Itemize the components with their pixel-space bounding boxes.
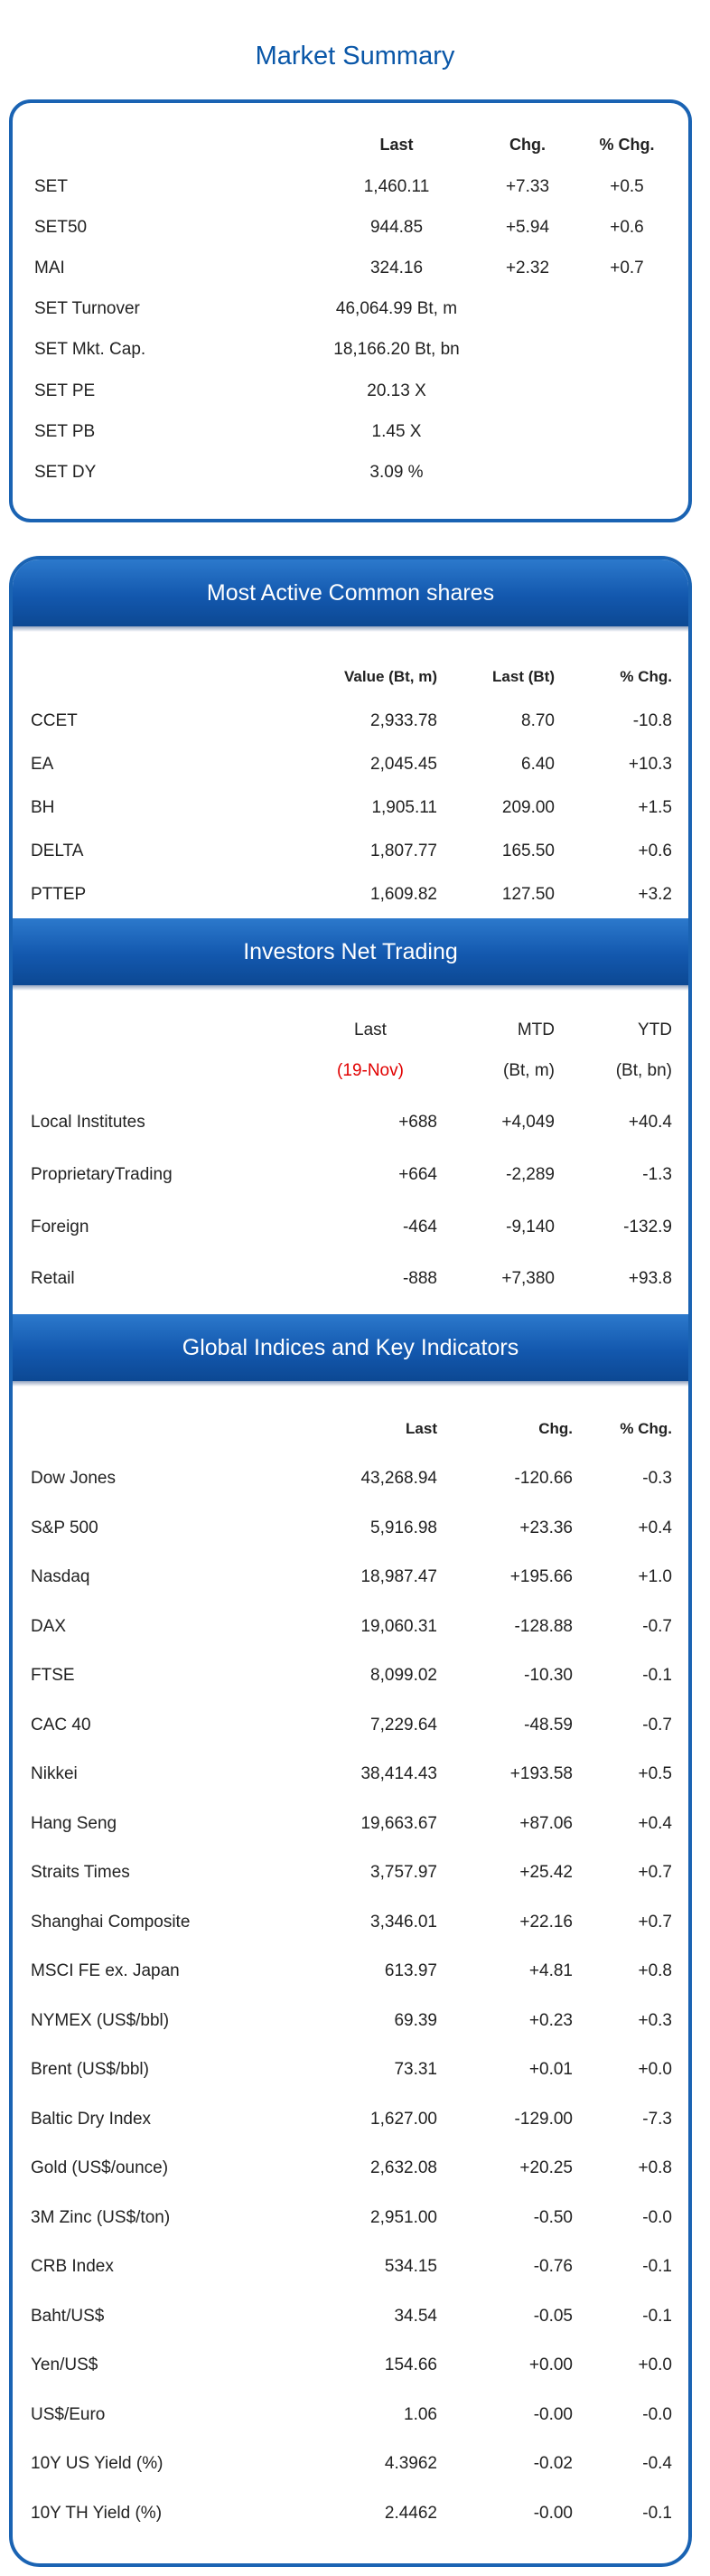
page-title: Market Summary <box>255 42 455 71</box>
indicator-pct: +0.4 <box>638 1813 672 1833</box>
global-header-last: Last <box>406 1420 437 1437</box>
table-row <box>13 1805 688 1841</box>
investor-ytd: +93.8 <box>628 1269 672 1288</box>
summary-name: SET PE <box>34 381 96 400</box>
indicator-pct: -0.1 <box>642 2503 672 2523</box>
indicator-last: 613.97 <box>384 1961 437 1980</box>
summary-chg: +7.33 <box>505 177 550 196</box>
indicator-pct: -0.1 <box>642 2257 672 2276</box>
summary-header-row <box>13 125 688 166</box>
investors-header-last: Last <box>354 1020 387 1039</box>
investors-subheader-row <box>13 1052 688 1088</box>
table-row <box>13 1460 688 1496</box>
banner-shadow <box>13 626 688 632</box>
indicator-name: CRB Index <box>31 2257 114 2276</box>
summary-last: 18,166.20 Bt, bn <box>333 340 460 359</box>
indicator-name: Nikkei <box>31 1764 78 1783</box>
indicator-last: 34.54 <box>394 2306 437 2326</box>
investor-type: Local Institutes <box>31 1113 145 1132</box>
table-row <box>13 2445 688 2481</box>
table-row <box>13 2495 688 2531</box>
indicator-pct: +0.0 <box>638 2060 672 2079</box>
summary-header-last: Last <box>379 136 414 154</box>
summary-header-pct: % Chg. <box>599 136 655 154</box>
investors-header-row <box>13 1011 688 1048</box>
stock-pct: +1.5 <box>638 798 672 817</box>
investor-mtd: -2,289 <box>506 1165 555 1184</box>
indicator-chg: -0.05 <box>533 2306 573 2326</box>
table-row <box>13 1952 688 1988</box>
summary-name: SET50 <box>34 218 88 237</box>
indicator-name: FTSE <box>31 1666 75 1685</box>
table-row <box>13 2396 688 2432</box>
indicator-name: DAX <box>31 1616 67 1636</box>
indicator-chg: -0.00 <box>533 2503 573 2523</box>
indicator-pct: -0.0 <box>642 2207 672 2227</box>
investor-ytd: -1.3 <box>642 1165 672 1184</box>
investors-mtd-unit: (Bt, m) <box>503 1061 555 1080</box>
indicator-name: Nasdaq <box>31 1567 90 1586</box>
stock-pct: +3.2 <box>638 885 672 904</box>
investor-mtd: +4,049 <box>501 1113 555 1132</box>
indicator-pct: -0.1 <box>642 2306 672 2326</box>
table-row <box>13 1854 688 1890</box>
indicator-name: Baltic Dry Index <box>31 2109 152 2129</box>
table-row <box>13 1608 688 1644</box>
summary-name: SET Turnover <box>34 299 140 318</box>
indicator-chg: -0.00 <box>533 2404 573 2424</box>
indicator-last: 1,627.00 <box>370 2109 437 2129</box>
summary-row <box>13 371 688 412</box>
stock-last: 165.50 <box>501 841 555 860</box>
global-banner: Global Indices and Key Indicators <box>13 1314 688 1381</box>
indicator-last: 3,346.01 <box>370 1912 437 1932</box>
stock-name: EA <box>31 755 54 774</box>
indicator-last: 19,663.67 <box>360 1813 437 1833</box>
summary-chg: +5.94 <box>505 218 550 237</box>
stock-last: 127.50 <box>501 885 555 904</box>
investors-header-ytd: YTD <box>638 1020 672 1039</box>
summary-chg: +2.32 <box>505 259 550 277</box>
summary-pct: +0.7 <box>610 259 644 277</box>
table-row <box>13 746 688 782</box>
investors-banner: Investors Net Trading <box>13 918 688 985</box>
most-active-header-pct: % Chg. <box>620 668 672 685</box>
summary-pct: +0.6 <box>610 218 644 237</box>
indicator-name: MSCI FE ex. Japan <box>31 1961 180 1980</box>
most-active-header-value: Value (Bt, m) <box>344 668 437 685</box>
table-row <box>13 1558 688 1594</box>
table-row <box>13 832 688 869</box>
indicator-pct: -0.3 <box>642 1469 672 1488</box>
indicator-pct: -0.7 <box>642 1715 672 1735</box>
indicator-name: 10Y US Yield (%) <box>31 2454 163 2473</box>
table-row <box>13 2149 688 2186</box>
table-row <box>13 1904 688 1940</box>
indicator-name: Dow Jones <box>31 1469 116 1488</box>
indicator-name: CAC 40 <box>31 1715 91 1735</box>
indicator-pct: -0.0 <box>642 2404 672 2424</box>
indicator-name: 3M Zinc (US$/ton) <box>31 2207 171 2227</box>
summary-last: 20.13 X <box>367 381 426 400</box>
stock-last: 209.00 <box>501 798 555 817</box>
indicator-pct: -0.1 <box>642 1666 672 1685</box>
indicator-chg: +4.81 <box>528 1961 573 1980</box>
indicator-pct: +0.5 <box>638 1764 672 1783</box>
summary-last: 46,064.99 Bt, m <box>335 299 458 318</box>
indicator-chg: +87.06 <box>519 1813 573 1833</box>
indicator-last: 8,099.02 <box>370 1666 437 1685</box>
stock-name: PTTEP <box>31 885 87 904</box>
global-header-row <box>13 1411 688 1447</box>
indicator-chg: -128.88 <box>514 1616 573 1636</box>
indicator-chg: +0.23 <box>528 2010 573 2030</box>
indicator-last: 3,757.97 <box>370 1863 437 1882</box>
summary-name: SET DY <box>34 463 97 482</box>
summary-name: SET Mkt. Cap. <box>34 340 146 359</box>
indicator-chg: +0.00 <box>528 2355 573 2374</box>
stock-value: 1,807.77 <box>370 841 437 860</box>
summary-last: 944.85 <box>369 218 424 237</box>
indicator-chg: -0.02 <box>533 2454 573 2473</box>
indicator-last: 69.39 <box>394 2010 437 2030</box>
investor-ytd: +40.4 <box>628 1113 672 1132</box>
investor-ytd: -132.9 <box>623 1217 672 1236</box>
indicator-chg: -120.66 <box>514 1469 573 1488</box>
indicator-chg: +0.01 <box>528 2060 573 2079</box>
market-detail-panel <box>9 556 692 2567</box>
stock-last: 8.70 <box>521 711 555 730</box>
investor-last: -888 <box>402 1269 437 1288</box>
global-header-pct: % Chg. <box>620 1420 672 1437</box>
indicator-name: Baht/US$ <box>31 2306 105 2326</box>
indicator-last: 5,916.98 <box>370 1518 437 1537</box>
investors-header-mtd: MTD <box>517 1020 555 1039</box>
table-row <box>13 2002 688 2038</box>
indicator-last: 534.15 <box>384 2257 437 2276</box>
indicator-chg: +20.25 <box>519 2158 573 2177</box>
table-row <box>13 789 688 825</box>
indicator-name: US$/Euro <box>31 2404 106 2424</box>
indicator-pct: -7.3 <box>642 2109 672 2129</box>
investor-last: +688 <box>398 1113 437 1132</box>
indicator-pct: +0.8 <box>638 2158 672 2177</box>
indicator-last: 7,229.64 <box>370 1715 437 1735</box>
investor-type: ProprietaryTrading <box>31 1165 173 1184</box>
indicator-pct: +0.7 <box>638 1912 672 1932</box>
table-row <box>13 1260 688 1296</box>
stock-name: BH <box>31 798 55 817</box>
summary-name: MAI <box>34 259 65 277</box>
indicator-pct: +0.8 <box>638 1961 672 1980</box>
indicator-name: 10Y TH Yield (%) <box>31 2503 163 2523</box>
indicator-last: 4.3962 <box>384 2454 437 2473</box>
indicator-pct: +1.0 <box>638 1567 672 1586</box>
summary-name: SET <box>34 177 68 196</box>
summary-last: 3.09 % <box>369 463 424 482</box>
summary-pct: +0.5 <box>610 177 644 196</box>
table-row <box>13 2248 688 2284</box>
indicator-name: Yen/US$ <box>31 2355 98 2374</box>
indicator-name: Shanghai Composite <box>31 1912 191 1932</box>
indicator-pct: +0.3 <box>638 2010 672 2030</box>
table-row <box>13 1706 688 1743</box>
indicator-chg: -129.00 <box>514 2109 573 2129</box>
table-row <box>13 1657 688 1693</box>
indicator-last: 73.31 <box>394 2060 437 2079</box>
indicator-last: 2,951.00 <box>370 2207 437 2227</box>
table-row <box>13 1755 688 1791</box>
indicator-name: NYMEX (US$/bbl) <box>31 2010 170 2030</box>
stock-name: CCET <box>31 711 78 730</box>
indicator-name: Gold (US$/ounce) <box>31 2158 169 2177</box>
summary-row <box>13 452 688 494</box>
stock-value: 2,933.78 <box>370 711 437 730</box>
table-row <box>13 1104 688 1140</box>
table-row <box>13 1156 688 1192</box>
indicator-last: 2,632.08 <box>370 2158 437 2177</box>
indicator-chg: +193.58 <box>509 1764 573 1783</box>
indicator-last: 154.66 <box>384 2355 437 2374</box>
banner-shadow <box>13 1381 688 1387</box>
investor-mtd: +7,380 <box>501 1269 555 1288</box>
table-row <box>13 1509 688 1546</box>
indicator-chg: +22.16 <box>519 1912 573 1932</box>
stock-pct: +10.3 <box>628 755 672 774</box>
indicator-pct: -0.7 <box>642 1616 672 1636</box>
banner-shadow <box>13 985 688 991</box>
indicator-pct: +0.0 <box>638 2355 672 2374</box>
stock-value: 2,045.45 <box>370 755 437 774</box>
stock-name: DELTA <box>31 841 84 860</box>
indicator-name: Brent (US$/bbl) <box>31 2060 149 2079</box>
most-active-banner: Most Active Common shares <box>13 559 688 626</box>
indicator-last: 2.4462 <box>384 2503 437 2523</box>
indicator-chg: -10.30 <box>524 1666 573 1685</box>
investors-ytd-unit: (Bt, bn) <box>615 1061 672 1080</box>
summary-last: 1.45 X <box>371 422 422 441</box>
summary-last: 324.16 <box>369 259 424 277</box>
indicator-chg: +23.36 <box>519 1518 573 1537</box>
indicator-pct: -0.4 <box>642 2454 672 2473</box>
market-summary-box <box>9 99 692 522</box>
global-header-chg: Chg. <box>538 1420 573 1437</box>
indicator-last: 18,987.47 <box>360 1567 437 1586</box>
stock-pct: +0.6 <box>638 841 672 860</box>
summary-row <box>13 329 688 371</box>
most-active-header-last: Last (Bt) <box>492 668 555 685</box>
table-row <box>13 1208 688 1245</box>
indicator-last: 19,060.31 <box>360 1616 437 1636</box>
table-row <box>13 2199 688 2235</box>
indicator-chg: -48.59 <box>524 1715 573 1735</box>
indicator-chg: -0.76 <box>533 2257 573 2276</box>
investor-last: +664 <box>398 1165 437 1184</box>
stock-value: 1,905.11 <box>371 798 437 817</box>
table-row <box>13 876 688 912</box>
table-row <box>13 2346 688 2383</box>
investors-date: (19-Nov) <box>337 1061 404 1080</box>
investor-mtd: -9,140 <box>506 1217 555 1236</box>
indicator-chg: +195.66 <box>509 1567 573 1586</box>
indicator-last: 43,268.94 <box>360 1469 437 1488</box>
indicator-name: Hang Seng <box>31 1813 117 1833</box>
summary-row <box>13 248 688 289</box>
summary-row <box>13 411 688 453</box>
summary-row <box>13 166 688 208</box>
indicator-name: Straits Times <box>31 1863 130 1882</box>
indicator-chg: -0.50 <box>533 2207 573 2227</box>
most-active-header-row <box>13 659 688 695</box>
indicator-last: 1.06 <box>404 2404 437 2424</box>
investor-type: Foreign <box>31 1217 89 1236</box>
indicator-chg: +25.42 <box>519 1863 573 1882</box>
summary-header-chg: Chg. <box>509 136 546 154</box>
indicator-pct: +0.4 <box>638 1518 672 1537</box>
summary-row <box>13 207 688 249</box>
stock-last: 6.40 <box>521 755 555 774</box>
stock-value: 1,609.82 <box>370 885 437 904</box>
summary-row <box>13 288 688 330</box>
table-row <box>13 2101 688 2137</box>
indicator-pct: +0.7 <box>638 1863 672 1882</box>
stock-pct: -10.8 <box>632 711 672 730</box>
table-row <box>13 2298 688 2334</box>
summary-name: SET PB <box>34 422 96 441</box>
investor-last: -464 <box>402 1217 437 1236</box>
summary-last: 1,460.11 <box>363 177 430 196</box>
investor-type: Retail <box>31 1269 75 1288</box>
indicator-name: S&P 500 <box>31 1518 98 1537</box>
indicator-last: 38,414.43 <box>360 1764 437 1783</box>
table-row <box>13 702 688 738</box>
table-row <box>13 2051 688 2087</box>
